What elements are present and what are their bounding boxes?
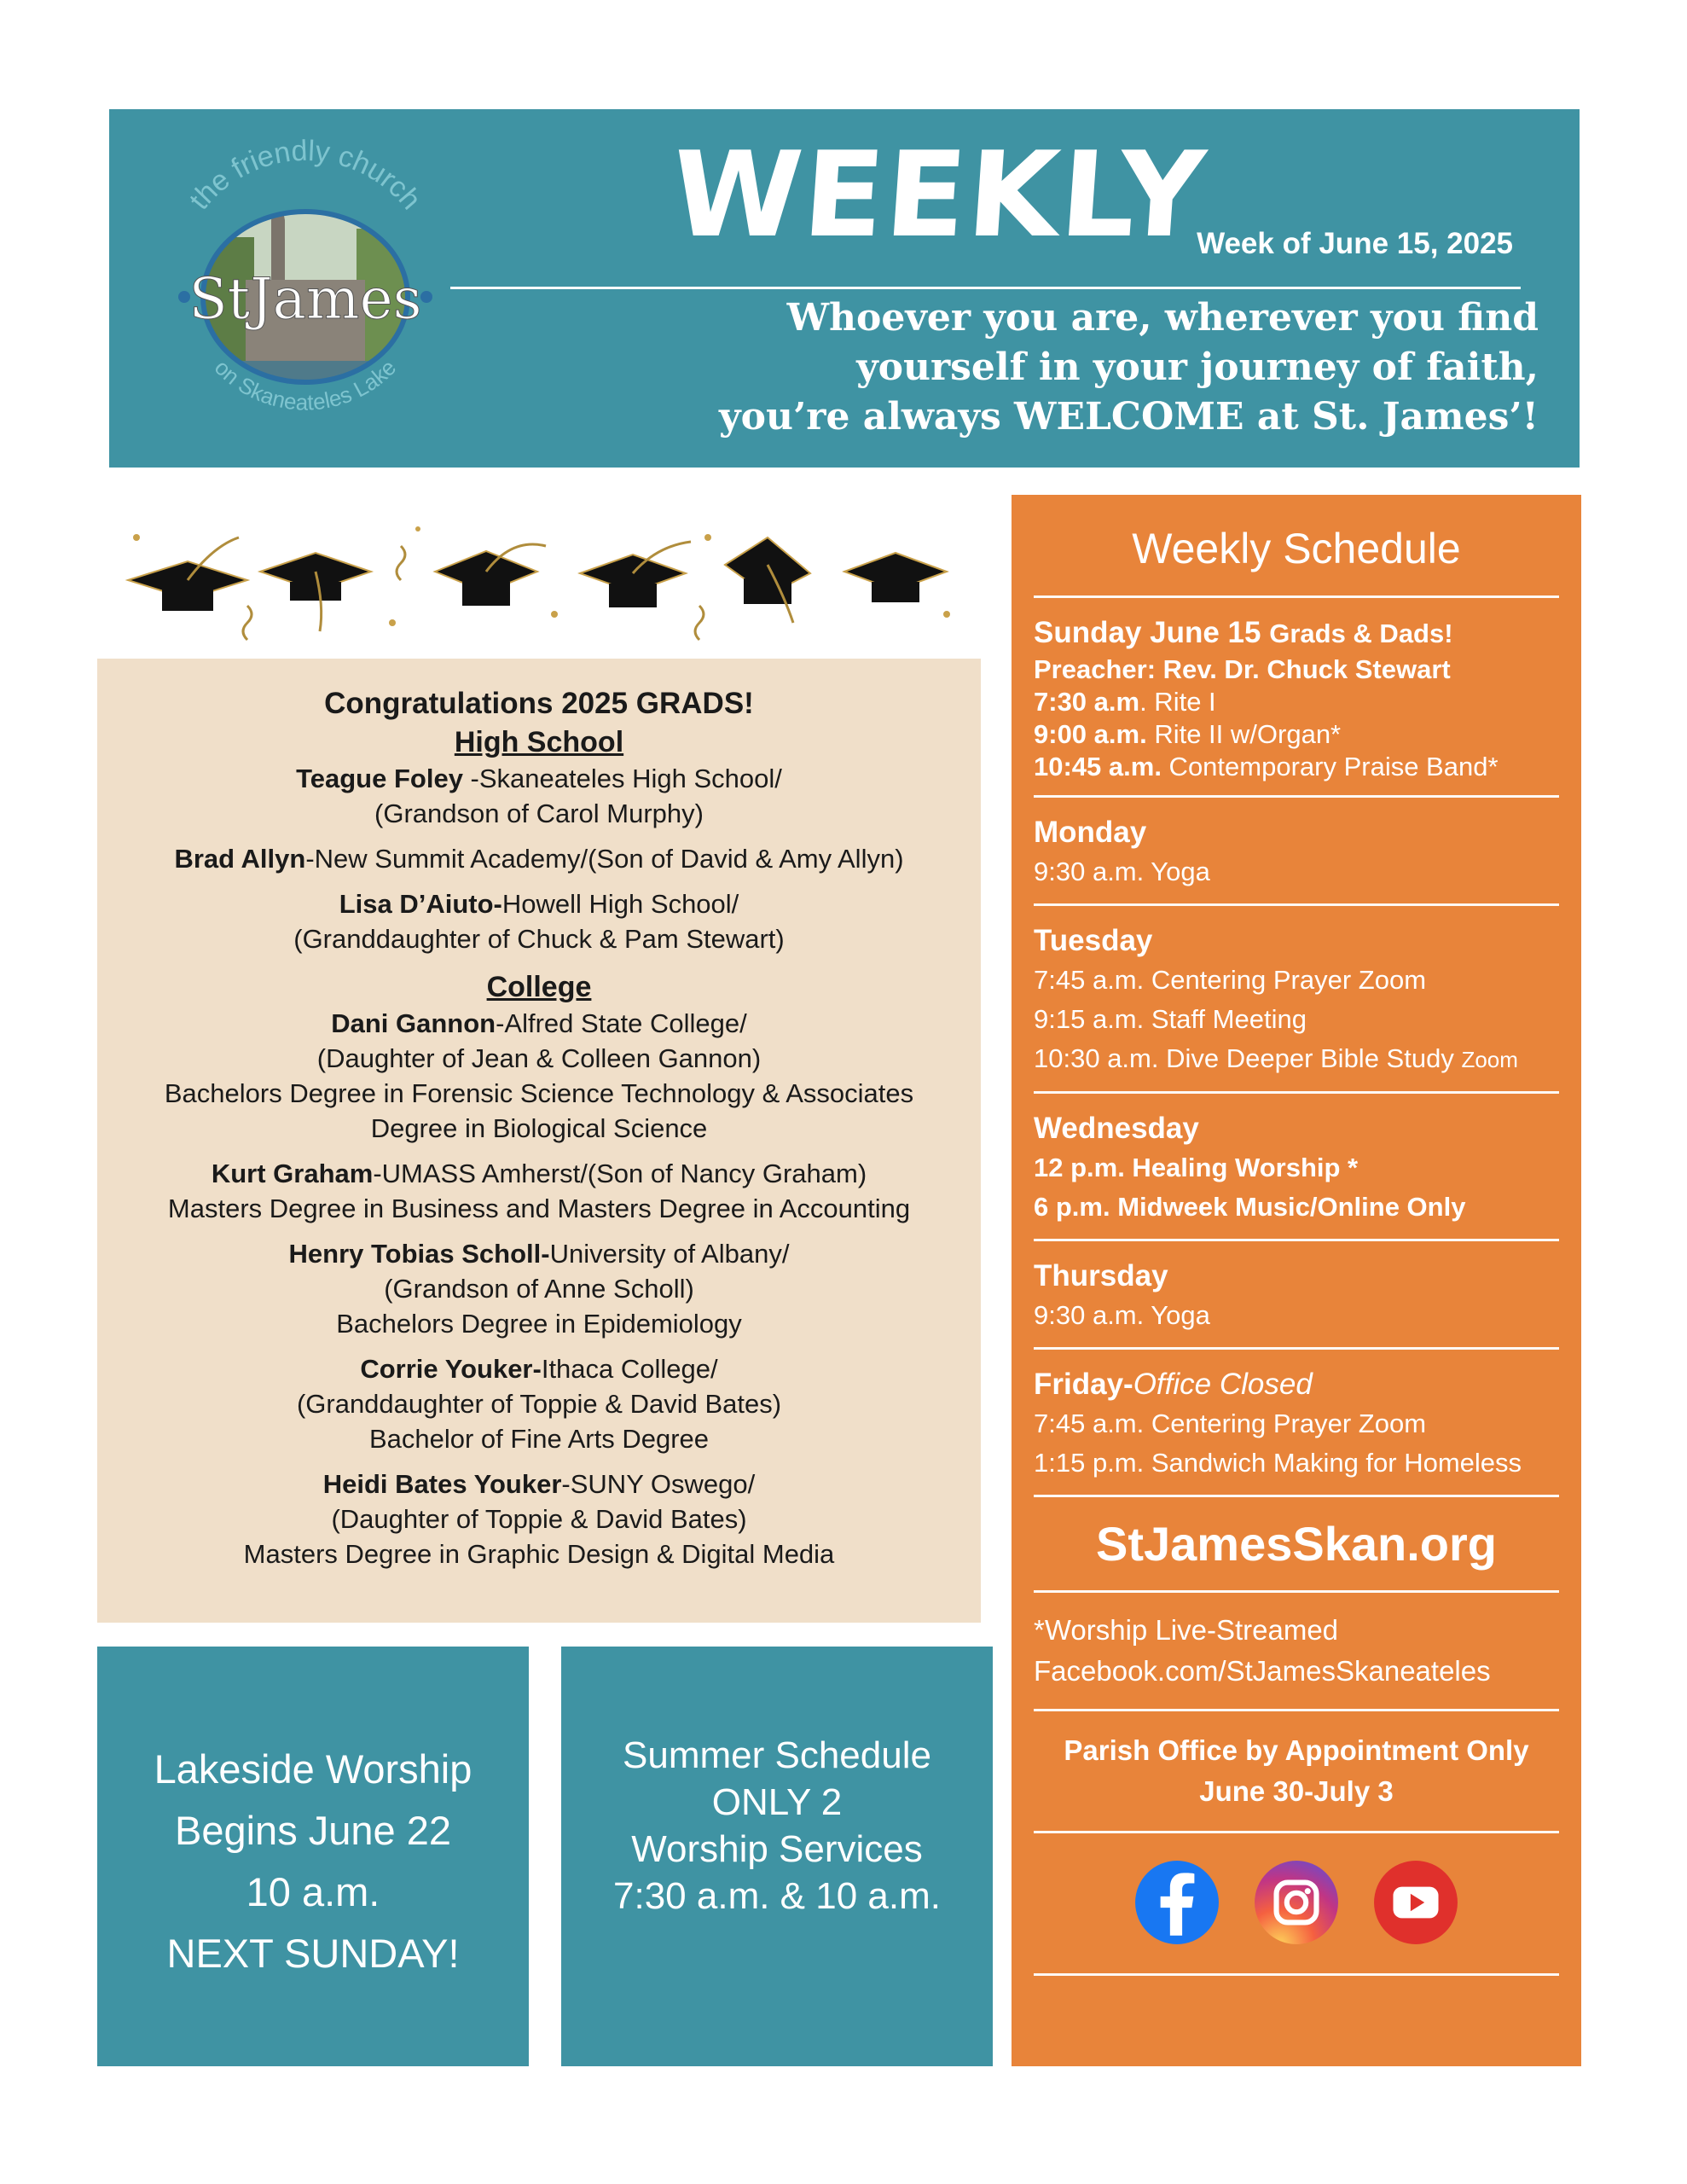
graduate-entry [97,1236,981,1341]
day-name: Tuesday [1034,924,1153,957]
graduate-name: Brad Allyn [174,844,306,874]
schedule-item: 6 p.m. Midweek Music/Online Only [1034,1192,1466,1222]
divider [1034,595,1559,598]
header-divider [450,287,1521,289]
graduate-detail: Bachelor of Fine Arts Degree [368,1424,710,1454]
livestream-note [1034,1593,1559,1709]
tagline-line: Whoever you are, wherever you find [786,296,1539,340]
church-logo [143,126,467,450]
schedule-monday [1034,798,1559,903]
facebook-icon[interactable] [1133,1859,1220,1946]
schedule-item: 9:30 a.m. Yoga [1034,1300,1210,1330]
divider [1034,795,1559,798]
graduate-entry [97,1156,981,1226]
lakeside-worship-box [97,1647,529,2066]
livestream-line: *Worship Live-Streamed [1034,1614,1339,1646]
graduate-name: Heidi Bates Youker [322,1469,562,1499]
graduate-detail: Degree in Biological Science [370,1113,708,1143]
tagline-line: you’re always WELCOME at St. James’! [719,395,1539,439]
graduate-name: Kurt Graham [211,1159,374,1188]
lakeside-line: 10 a.m. [246,1869,380,1914]
svg-text:StJames: StJames [188,266,422,332]
schedule-item: 9:30 a.m. Yoga [1034,857,1210,886]
divider [1034,1347,1559,1350]
office-line: Parish Office by Appointment Only [1064,1734,1529,1766]
graduate-school: Ithaca College/ [541,1354,718,1384]
zoom-label: Zoom [1461,1047,1518,1072]
summer-line: 7:30 a.m. & 10 a.m. [613,1875,941,1917]
schedule-item: 10:30 a.m. Dive Deeper Bible Study [1034,1043,1454,1073]
day-name: Friday- [1034,1368,1133,1401]
youtube-icon[interactable] [1372,1859,1459,1946]
svg-text:on Skaneateles Lake: on Skaneateles Lake [209,354,402,415]
week-of-date: Week of June 15, 2025 [1197,227,1513,260]
day-name: Thursday [1034,1259,1168,1292]
website-link[interactable]: StJamesSkan.org [1096,1517,1497,1571]
high-school-heading: High School [454,726,624,758]
graduate-school: -UMASS Amherst/(Son of Nancy Graham) [373,1159,867,1188]
graduate-detail: (Grandson of Anne Scholl) [384,1274,694,1304]
summer-schedule-box [561,1647,993,2066]
schedule-item: 7:45 a.m. Centering Prayer Zoom [1034,1409,1427,1438]
graduate-name: Lisa D’Aiuto- [339,889,502,919]
graduate-school: -SUNY Oswego/ [561,1469,756,1499]
lakeside-line: Lakeside Worship [154,1746,472,1792]
graduate-detail: Bachelors Degree in Forensic Science Technology & Associates [164,1078,914,1108]
schedule-tuesday [1034,906,1559,1091]
graduate-entry [97,1351,981,1456]
divider [1034,1709,1559,1711]
day-name: Monday [1034,816,1147,849]
divider [1034,1091,1559,1094]
office-line: June 30-July 3 [1199,1775,1394,1807]
facebook-link[interactable]: Facebook.com/StJamesSkaneateles [1034,1655,1491,1687]
schedule-item: 7:45 a.m. Centering Prayer Zoom [1034,965,1427,995]
graduate-school: -Skaneateles High School/ [462,764,782,793]
schedule-friday [1034,1350,1559,1495]
parish-office-note [1034,1711,1559,1831]
schedule-thursday [1034,1241,1559,1347]
graduate-school: Howell High School/ [501,889,739,919]
divider [1034,1590,1559,1593]
graduates-panel [97,659,981,1623]
graduate-detail: (Grandson of Carol Murphy) [374,799,704,828]
graduate-school: University of Albany/ [549,1239,790,1269]
newsletter-title: WEEKLY [667,126,1211,264]
day-note: Grads & Dads! [1269,619,1453,648]
social-links [1034,1833,1559,1973]
schedule-title: Weekly Schedule [1132,525,1461,572]
lakeside-line: NEXT SUNDAY! [166,1931,460,1976]
divider [1034,1239,1559,1241]
day-name: Wednesday [1034,1112,1199,1145]
schedule-item: 9:15 a.m. Staff Meeting [1034,1004,1307,1034]
graduate-entry [97,886,981,956]
graduate-entry [97,1467,981,1571]
summer-line: Worship Services [631,1828,923,1870]
graduate-school: -New Summit Academy/(Son of David & Amy Allyn) [305,844,904,874]
service-time: 10:45 a.m. [1034,752,1162,781]
graduate-detail: (Granddaughter of Chuck & Pam Stewart) [293,924,785,954]
service-name: Rite II w/Organ* [1146,719,1342,749]
divider [1034,1973,1559,1976]
header-banner [109,109,1580,468]
schedule-item: 1:15 p.m. Sandwich Making for Homeless [1034,1448,1522,1478]
divider [1034,1495,1559,1497]
divider [1034,903,1559,906]
graduate-school: -Alfred State College/ [496,1008,747,1038]
instagram-icon[interactable] [1253,1859,1340,1946]
service-time: 7:30 a.m [1034,687,1140,717]
summer-line: ONLY 2 [711,1781,843,1823]
congrats-heading: Congratulations 2025 GRADS! [324,687,754,720]
summer-line: Summer Schedule [623,1734,931,1776]
graduate-entry [97,841,981,876]
svg-text:the friendly church: the friendly church [183,134,428,216]
graduate-detail: (Granddaughter of Toppie & David Bates) [296,1389,782,1419]
preacher: Preacher: Rev. Dr. Chuck Stewart [1034,654,1451,684]
divider [1034,1831,1559,1833]
graduate-name: Corrie Youker- [360,1354,542,1384]
schedule-sunday [1034,598,1559,795]
graduate-entry [97,761,981,831]
lakeside-line: Begins June 22 [174,1808,452,1853]
day-name: Sunday June 15 [1034,616,1261,649]
college-heading: College [486,971,592,1003]
graduate-name: Dani Gannon [331,1008,496,1038]
graduate-detail: Bachelors Degree in Epidemiology [336,1309,742,1339]
graduate-detail: (Daughter of Toppie & David Bates) [331,1504,747,1534]
service-name: . Rite I [1139,687,1216,717]
graduation-caps-illustration [111,512,964,648]
graduate-entry [97,1006,981,1146]
service-time: 9:00 a.m. [1034,719,1147,749]
service-name: Contemporary Praise Band* [1161,752,1499,781]
graduate-detail: (Daughter of Jean & Colleen Gannon) [316,1043,762,1073]
graduate-detail: Masters Degree in Business and Masters Degree in Accounting [167,1194,911,1223]
schedule-item: 12 p.m. Healing Worship * [1034,1153,1359,1182]
tagline-line: yourself in your journey of faith, [856,346,1539,389]
weekly-schedule-panel [1012,495,1581,2066]
graduate-name: Teague Foley [296,764,463,793]
office-closed-note: Office Closed [1133,1368,1313,1401]
graduate-name: Henry Tobias Scholl- [288,1239,550,1269]
graduate-detail: Masters Degree in Graphic Design & Digital Media [243,1539,835,1569]
welcome-tagline [600,293,1539,442]
schedule-wednesday [1034,1094,1559,1239]
